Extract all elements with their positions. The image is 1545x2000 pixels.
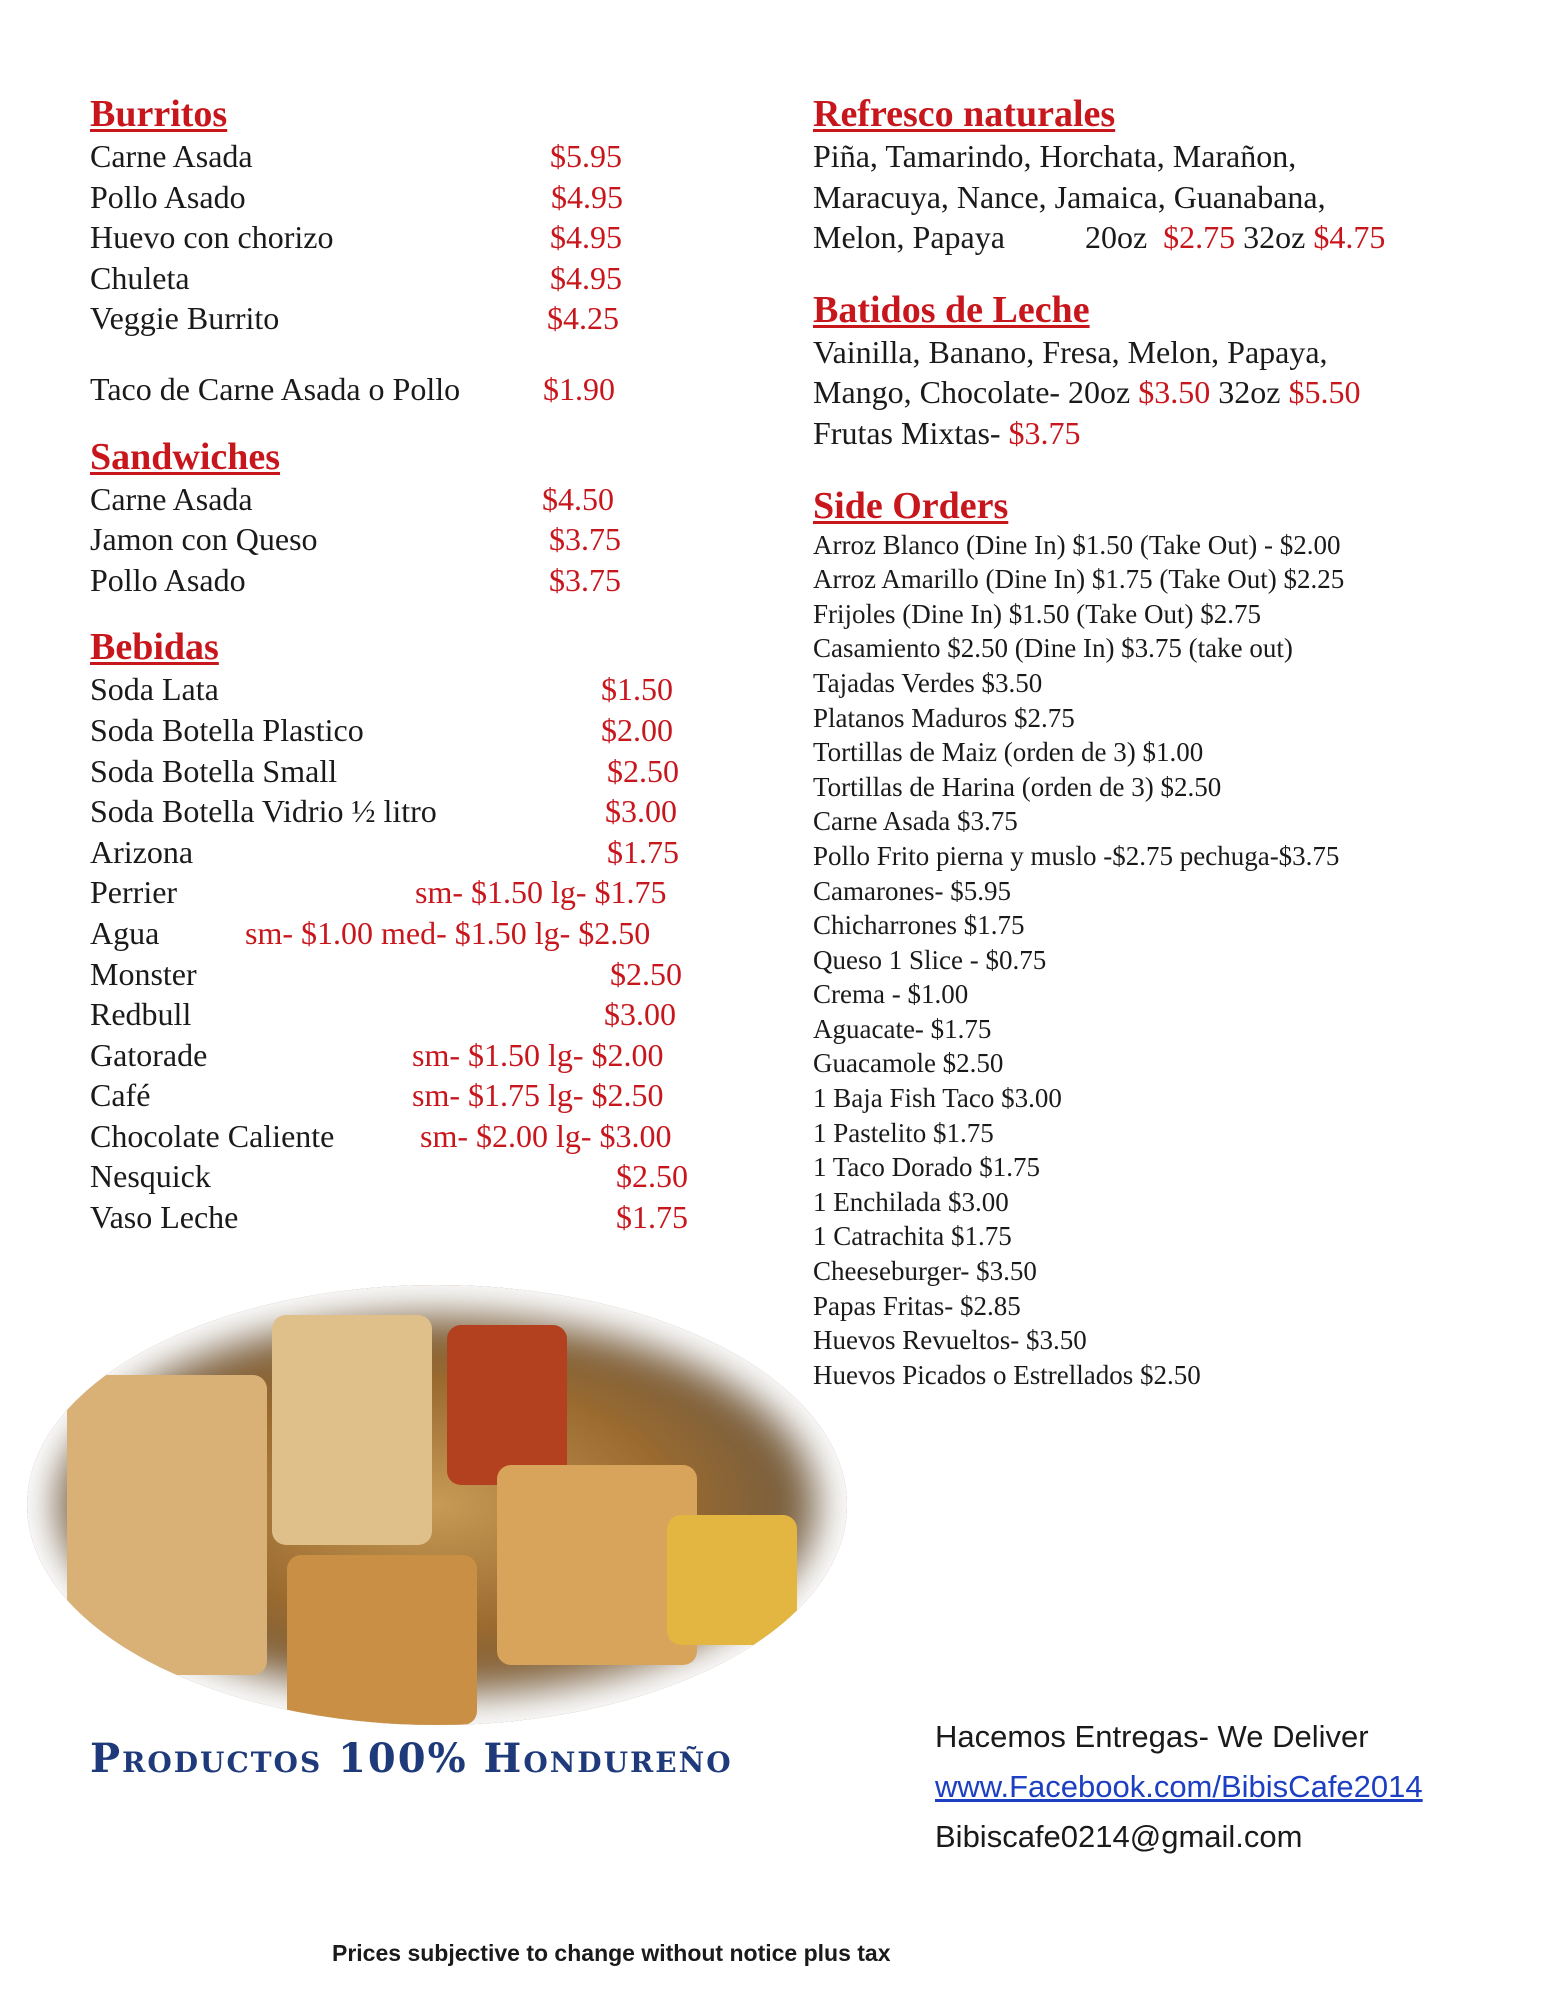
burritos-heading: Burritos	[90, 93, 228, 135]
bread-package	[287, 1555, 477, 1725]
bread-package	[67, 1375, 267, 1675]
menu-item: Carne Asada $5.95	[90, 138, 622, 174]
side-order-item: Frijoles (Dine In) $1.50 (Take Out) $2.75	[813, 598, 1262, 629]
refresco-section	[813, 94, 1513, 258]
products-photo	[27, 1285, 847, 1725]
refresco-line: Melon, Papaya 20oz $2.75 32oz $4.75	[813, 219, 1386, 256]
side-order-item: Casamiento $2.50 (Dine In) $3.75 (take out)	[813, 633, 1293, 664]
burritos-section	[90, 94, 730, 410]
bottle	[447, 1325, 567, 1485]
bebidas-heading: Bebidas	[90, 626, 219, 669]
side-order-item: Chicharrones $1.75	[813, 910, 1025, 941]
side-orders-heading: Side Orders	[813, 484, 1009, 527]
products-banner: Productos 100% Hondureño	[90, 1735, 733, 1782]
batidos-section	[813, 290, 1513, 454]
side-order-item: Pollo Frito pierna y muslo -$2.75 pechuga-$3.75	[813, 840, 1340, 871]
side-order-item: 1 Enchilada $3.00	[813, 1186, 1009, 1217]
facebook-link[interactable]: www.Facebook.com/BibisCafe2014	[935, 1769, 1423, 1804]
menu-item: Monster $2.50	[90, 955, 682, 992]
side-order-item: 1 Baja Fish Taco $3.00	[813, 1083, 1062, 1114]
menu-item: Pollo Asado $3.75	[90, 561, 621, 598]
side-order-item: Platanos Maduros $2.75	[813, 702, 1075, 733]
side-order-item: Papas Fritas- $2.85	[813, 1290, 1021, 1321]
email-text: Bibiscafe0214@gmail.com	[935, 1819, 1303, 1854]
refresco-heading: Refresco naturales	[813, 93, 1116, 135]
menu-item: Arizona $1.75	[90, 833, 679, 870]
side-order-item: Carne Asada $3.75	[813, 806, 1018, 837]
menu-item: Jamon con Queso $3.75	[90, 521, 621, 558]
menu-item: Nesquick $2.50	[90, 1158, 688, 1195]
menu-item: Huevo con chorizo $4.95	[90, 219, 622, 256]
menu-item: Carne Asada $4.50	[90, 480, 614, 517]
side-orders-list	[813, 528, 1513, 1393]
refresco-line: Piña, Tamarindo, Horchata, Marañon,	[813, 138, 1297, 174]
side-order-item: Tortillas de Maiz (orden de 3) $1.00	[813, 737, 1204, 768]
contact-block	[935, 1712, 1423, 1862]
menu-item: Veggie Burrito $4.25	[90, 300, 619, 337]
batidos-heading: Batidos de Leche	[813, 288, 1090, 331]
side-order-item: Arroz Blanco (Dine In) $1.50 (Take Out) - $2.00	[813, 529, 1341, 560]
batidos-line: Vainilla, Banano, Fresa, Melon, Papaya,	[813, 333, 1328, 370]
side-order-item: Huevos Revueltos- $3.50	[813, 1325, 1087, 1356]
side-order-item: Aguacate- $1.75	[813, 1013, 992, 1044]
menu-item: Agua sm- $1.00 med- $1.50 lg- $2.50	[90, 914, 651, 951]
menu-item: Vaso Leche $1.75	[90, 1199, 688, 1236]
side-order-item: Tajadas Verdes $3.50	[813, 667, 1043, 698]
side-order-item: Queso 1 Slice - $0.75	[813, 944, 1047, 975]
left-column	[90, 94, 730, 1238]
side-order-item: Guacamole $2.50	[813, 1048, 1004, 1079]
menu-item: Gatorade sm- $1.50 lg- $2.00	[90, 1036, 664, 1073]
sandwiches-section	[90, 437, 730, 601]
bread-package	[272, 1315, 432, 1545]
menu-item: Soda Botella Plastico $2.00	[90, 711, 673, 748]
batidos-line: Frutas Mixtas- $3.75	[813, 414, 1081, 451]
cookie-box	[667, 1515, 797, 1645]
menu-item: Perrier sm- $1.50 lg- $1.75	[90, 874, 667, 911]
menu-item-taco: Taco de Carne Asada o Pollo $1.90	[90, 370, 615, 407]
right-column	[813, 94, 1513, 1392]
menu-item: Redbull $3.00	[90, 996, 676, 1033]
sandwiches-heading: Sandwiches	[90, 435, 281, 478]
side-order-item: Crema - $1.00	[813, 979, 969, 1010]
side-order-item: Arroz Amarillo (Dine In) $1.75 (Take Out) $2.25	[813, 564, 1345, 595]
menu-item: Pollo Asado $4.95	[90, 178, 623, 215]
side-order-item: Huevos Picados o Estrellados $2.50	[813, 1359, 1201, 1390]
bebidas-section	[90, 627, 730, 1237]
side-order-item: Camarones- $5.95	[813, 875, 1011, 906]
side-orders-section	[813, 486, 1513, 1393]
side-order-item: 1 Catrachita $1.75	[813, 1221, 1012, 1252]
refresco-line: Maracuya, Nance, Jamaica, Guanabana,	[813, 178, 1326, 215]
menu-item: Soda Botella Vidrio ½ litro $3.00	[90, 793, 677, 830]
menu-item: Soda Lata $1.50	[90, 671, 673, 708]
menu-item: Chocolate Caliente sm- $2.00 lg- $3.00	[90, 1117, 672, 1154]
side-order-item: 1 Pastelito $1.75	[813, 1117, 994, 1148]
side-order-item: Cheeseburger- $3.50	[813, 1256, 1037, 1287]
delivery-text: Hacemos Entregas- We Deliver	[935, 1719, 1369, 1754]
menu-item: Chuleta $4.95	[90, 259, 622, 296]
side-order-item: Tortillas de Harina (orden de 3) $2.50	[813, 771, 1222, 802]
batidos-line: Mango, Chocolate- 20oz $3.50 32oz $5.50	[813, 374, 1361, 411]
footer-note: Prices subjective to change without notice plus tax	[332, 1940, 891, 1966]
menu-item: Soda Botella Small $2.50	[90, 752, 679, 789]
menu-item: Café sm- $1.75 lg- $2.50	[90, 1077, 664, 1114]
side-order-item: 1 Taco Dorado $1.75	[813, 1152, 1041, 1183]
